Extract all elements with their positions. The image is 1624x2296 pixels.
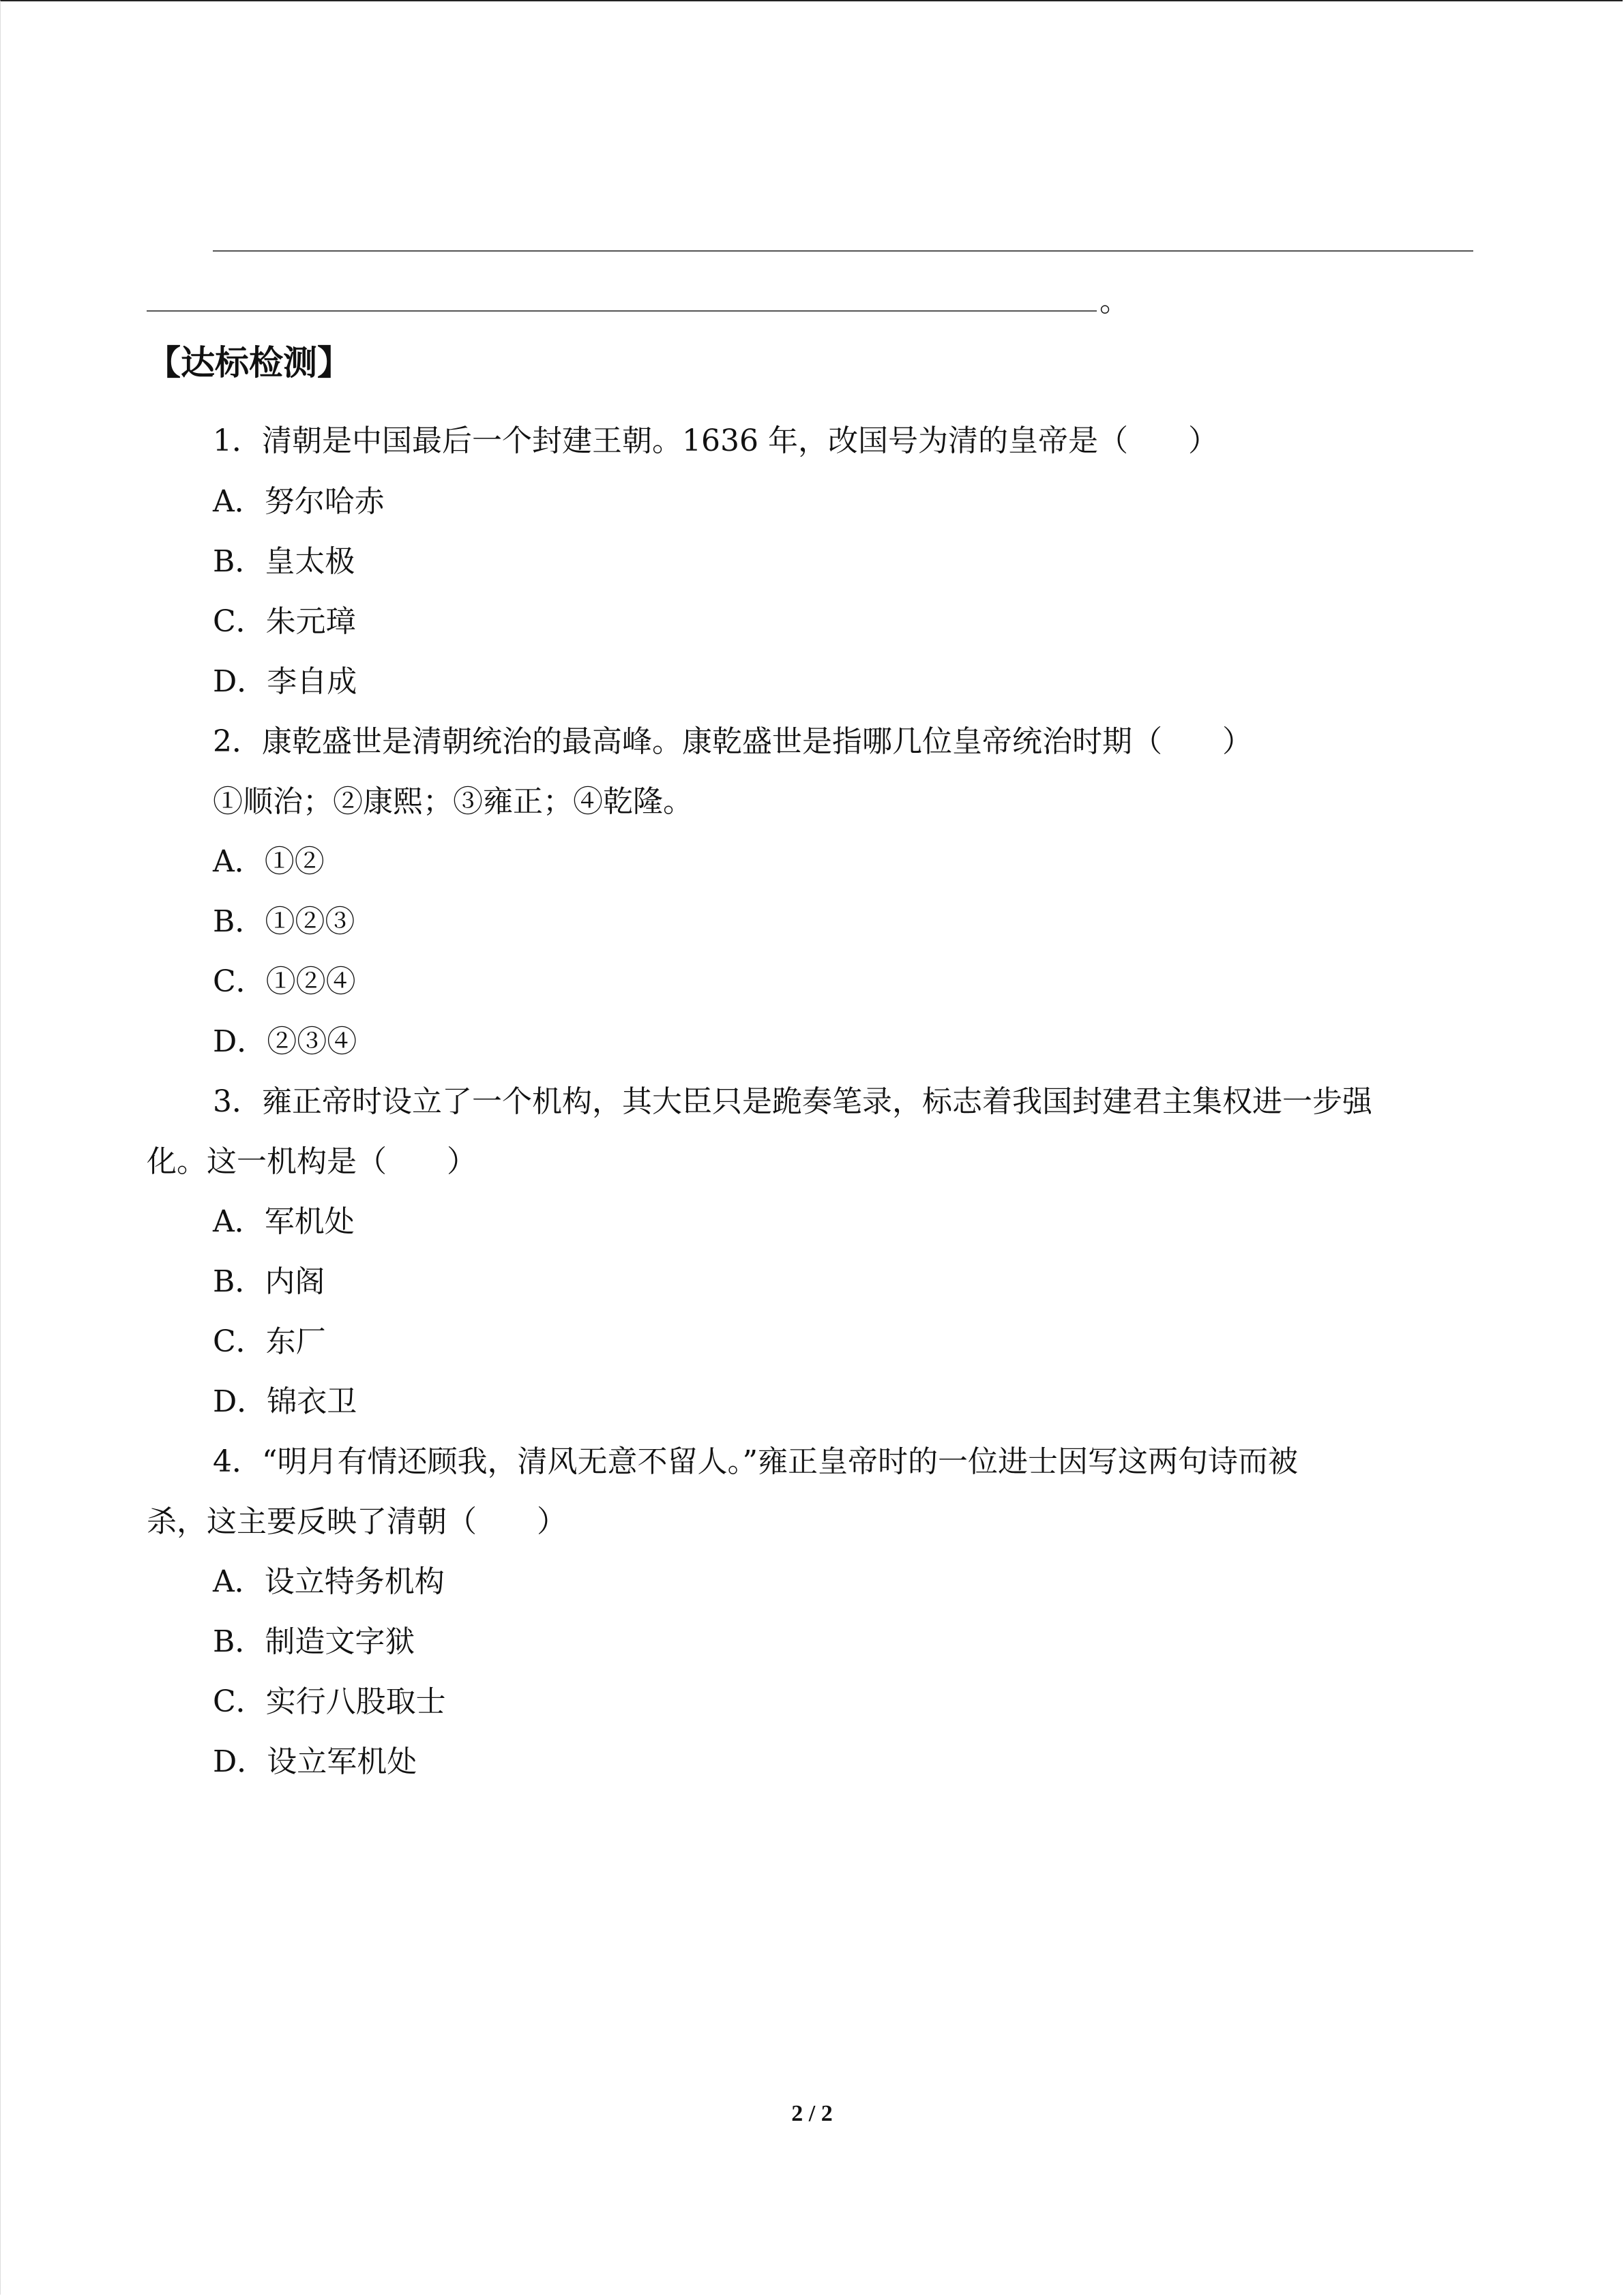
question-1-stem: 1．清朝是中国最后一个封建王朝。1636 年，改国号为清的皇帝是（ ） xyxy=(213,423,1218,458)
question-4-option-b: B．制造文字狱 xyxy=(213,1624,415,1659)
question-2-stem: 2．康乾盛世是清朝统治的最高峰。康乾盛世是指哪几位皇帝统治时期（ ） xyxy=(213,724,1252,759)
question-3-option-a: A．军机处 xyxy=(213,1204,355,1239)
question-4-stem-line-2: 杀，这主要反映了清朝（ ） xyxy=(147,1504,567,1539)
question-4-stem-line-1: 4．“明月有情还顾我，清风无意不留人。”雍正皇帝时的一位进士因写这两句诗而被 xyxy=(213,1444,1298,1479)
question-2-note: ①顺治；②康熙；③雍正；④乾隆。 xyxy=(213,784,693,819)
question-2-option-a: A．①② xyxy=(213,844,325,879)
question-3-option-c: C．东厂 xyxy=(213,1324,326,1359)
question-1-option-d: D．李自成 xyxy=(213,664,357,699)
question-2-option-c: C．①②④ xyxy=(213,964,356,999)
question-1-option-b: B．皇太极 xyxy=(213,544,355,579)
question-4-option-c: C．实行八股取士 xyxy=(213,1684,446,1719)
question-3-stem-line-2: 化。这一机构是（ ） xyxy=(147,1144,477,1179)
answer-line-2 xyxy=(147,310,1097,312)
question-3-option-d: D．锦衣卫 xyxy=(213,1384,357,1419)
answer-line-1 xyxy=(213,250,1473,252)
question-4-option-a: A．设立特务机构 xyxy=(213,1564,445,1599)
section-heading: 【达标检测】 xyxy=(147,343,351,383)
answer-line-end-mark: 。 xyxy=(1099,284,1130,318)
page-number: 2 / 2 xyxy=(791,2101,833,2126)
question-3-stem-line-1: 3．雍正帝时设立了一个机构，其大臣只是跪奏笔录，标志着我国封建君主集权进一步强 xyxy=(213,1084,1372,1119)
question-1-option-a: A．努尔哈赤 xyxy=(213,484,385,519)
question-3-option-b: B．内阁 xyxy=(213,1264,325,1299)
question-2-option-b: B．①②③ xyxy=(213,904,355,939)
question-2-option-d: D．②③④ xyxy=(213,1024,357,1059)
question-4-option-d: D．设立军机处 xyxy=(213,1744,417,1779)
question-1-option-c: C．朱元璋 xyxy=(213,604,356,639)
